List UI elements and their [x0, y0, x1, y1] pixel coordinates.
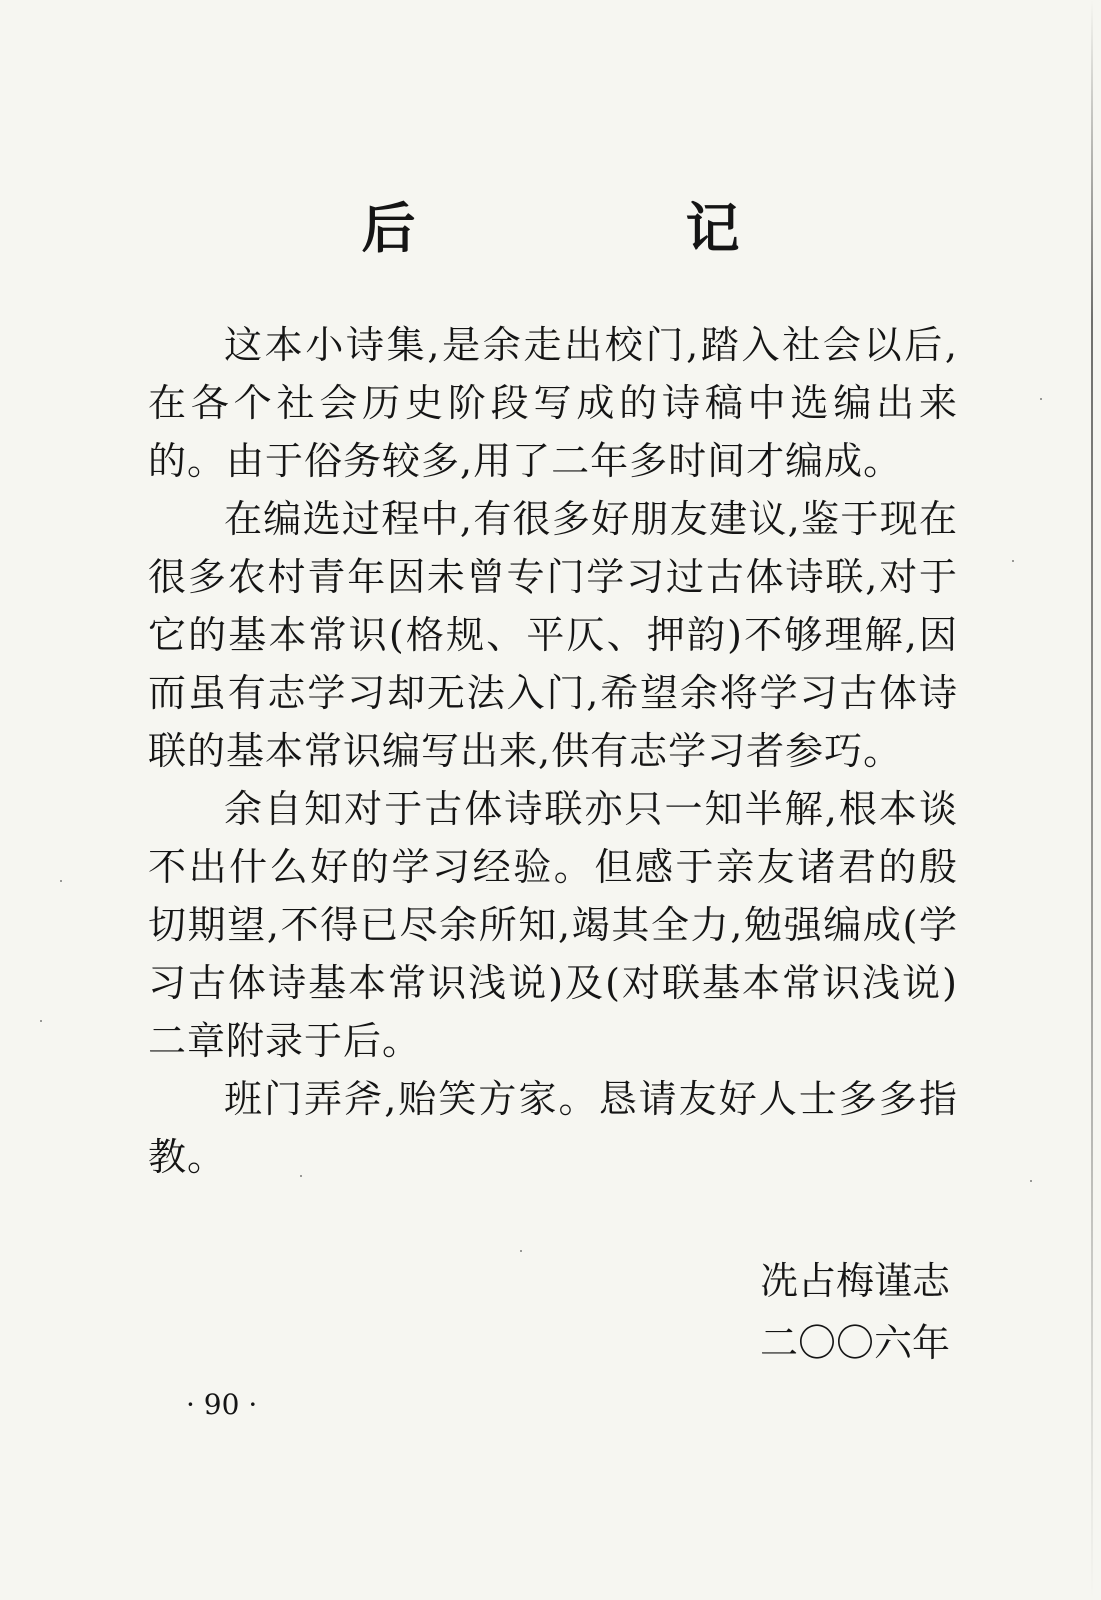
scan-speck [300, 1175, 302, 1177]
scan-speck [1040, 398, 1042, 400]
scan-speck [520, 1250, 522, 1252]
page-title: 后 记 [361, 197, 848, 260]
signature-block [760, 1250, 980, 1374]
signature-author: 冼占梅谨志 [760, 1259, 951, 1303]
scan-speck [60, 880, 62, 882]
scan-speck [1012, 560, 1014, 562]
paragraph-3: 余自知对于古体诗联亦只一知半解,根本谈不出什么好的学习经验。但感于亲友诸君的殷切期望,不得已尽余所知,竭其全力,勉强编成(学习古体诗基本常识浅说)及(对联基本常识浅说)二章附录于后。 [148, 787, 958, 1063]
scan-speck [1030, 1180, 1032, 1182]
paragraph-4: 班门弄斧,贻笑方家。恳请友好人士多多指教。 [148, 1077, 958, 1179]
paragraph-1: 这本小诗集,是余走出校门,踏入社会以后,在各个社会历史阶段写成的诗稿中选编出来的。由于俗务较多,用了二年多时间才编成。 [148, 323, 958, 483]
paragraph-2: 在编选过程中,有很多好朋友建议,鉴于现在很多农村青年因未曾专门学习过古体诗联,对于它的基本常识(格规、平仄、押韵)不够理解,因而虽有志学习却无法入门,希望余将学习古体诗联的基本常识编写出来,供有志学习者参巧。 [148, 497, 958, 773]
page-number: · 90 · [186, 1388, 258, 1421]
body-text [148, 316, 958, 1186]
signature-date: 二〇〇六年 [760, 1321, 951, 1365]
scan-speck [40, 1020, 42, 1022]
